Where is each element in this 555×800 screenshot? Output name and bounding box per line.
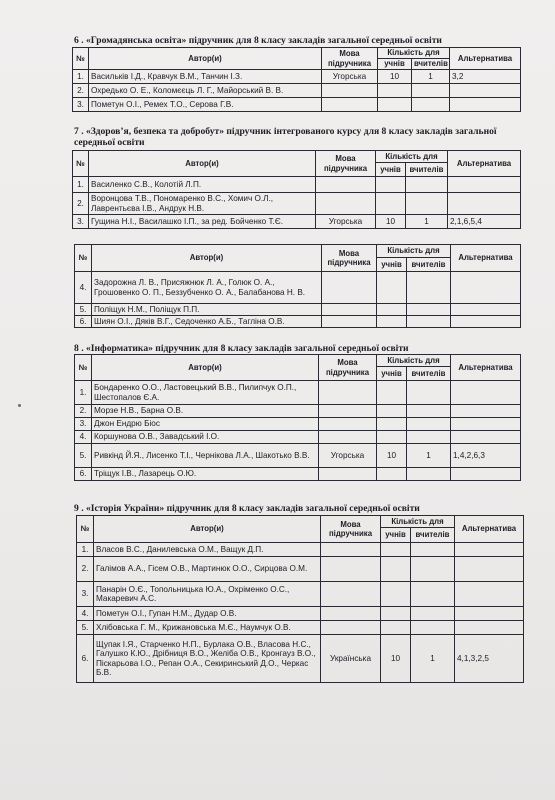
col-alternative: Альтернатива bbox=[448, 151, 521, 177]
col-author: Автор(и) bbox=[89, 151, 316, 177]
row-students: 10 bbox=[381, 635, 411, 683]
table-row bbox=[75, 431, 521, 444]
section-title: 6 . «Громадянська освіта» підручник для 8 класу закладів загальної середньої освіти bbox=[74, 35, 442, 46]
row-students bbox=[381, 582, 411, 607]
scan-speck bbox=[18, 404, 21, 407]
table-row bbox=[77, 621, 524, 635]
table-row bbox=[73, 193, 521, 215]
table-row bbox=[73, 84, 521, 98]
col-language: Мова підручника bbox=[322, 48, 378, 70]
row-number: 4. bbox=[75, 431, 92, 444]
row-teachers: 1 bbox=[407, 444, 451, 468]
row-students bbox=[377, 468, 407, 481]
row-students bbox=[381, 557, 411, 582]
row-alternative bbox=[451, 381, 521, 405]
col-teachers: вчителів bbox=[412, 59, 450, 70]
col-num: № bbox=[75, 245, 92, 272]
col-author: Автор(и) bbox=[89, 48, 322, 70]
col-quantity: Кількість для bbox=[381, 516, 455, 528]
row-alternative bbox=[451, 316, 521, 328]
row-students bbox=[381, 621, 411, 635]
section-title: 7 . «Здоров’я, безпека та добробут» підручник інтегрованого курсу для 8 класу закладів загальної середньої освіти bbox=[74, 126, 497, 148]
row-alternative bbox=[451, 405, 521, 418]
col-language: Мова підручника bbox=[316, 151, 376, 177]
row-number: 5. bbox=[77, 621, 94, 635]
row-number: 1. bbox=[73, 70, 89, 84]
row-alternative bbox=[451, 431, 521, 444]
row-author: Джон Ендрю Біос bbox=[92, 418, 319, 431]
row-alternative bbox=[450, 98, 521, 112]
row-alternative bbox=[451, 468, 521, 481]
col-quantity: Кількість для bbox=[378, 48, 450, 59]
row-teachers bbox=[412, 98, 450, 112]
row-students bbox=[377, 431, 407, 444]
row-alternative bbox=[455, 557, 524, 582]
row-alternative: 1,4,2,6,3 bbox=[451, 444, 521, 468]
table-row bbox=[73, 70, 521, 84]
row-language bbox=[319, 418, 377, 431]
table-row bbox=[77, 582, 524, 607]
section-title: 9 . «Історія України» підручник для 8 класу закладів загальної середньої освіти bbox=[74, 503, 420, 514]
textbook-table bbox=[72, 150, 521, 229]
row-author: Воронцова Т.В., Пономаренко В.С., Хомич О.Л., Лаврентьєва І.В., Андрук Н.В. bbox=[89, 193, 316, 215]
table-row bbox=[75, 405, 521, 418]
row-students bbox=[376, 177, 406, 193]
row-teachers: 1 bbox=[412, 70, 450, 84]
col-teachers: вчителів bbox=[407, 367, 451, 381]
row-author: Хлібовська Г. М., Крижановська М.Є., Наумчук О.В. bbox=[94, 621, 321, 635]
row-number: 2. bbox=[77, 557, 94, 582]
textbook-table bbox=[74, 354, 521, 481]
row-number: 1. bbox=[73, 177, 89, 193]
row-language bbox=[322, 84, 378, 98]
row-author: Пометун О.І., Ремех Т.О., Серова Г.В. bbox=[89, 98, 322, 112]
row-alternative: 4,1,3,2,5 bbox=[455, 635, 524, 683]
row-teachers bbox=[407, 405, 451, 418]
row-language bbox=[321, 557, 381, 582]
row-number: 6. bbox=[75, 316, 92, 328]
row-number: 3. bbox=[75, 418, 92, 431]
row-students: 10 bbox=[378, 70, 412, 84]
row-author: Власов В.С., Данилевська О.М., Ващук Д.П. bbox=[94, 543, 321, 557]
row-author: Морзе Н.В., Барна О.В. bbox=[92, 405, 319, 418]
col-num: № bbox=[73, 48, 89, 70]
row-students bbox=[378, 98, 412, 112]
row-teachers bbox=[411, 557, 455, 582]
row-students bbox=[381, 543, 411, 557]
row-students bbox=[376, 193, 406, 215]
table-row bbox=[75, 418, 521, 431]
table-row bbox=[75, 444, 521, 468]
row-language bbox=[319, 468, 377, 481]
row-author: Бондаренко О.О., Ластовецький В.В., Пилипчук О.П., Шестопалов Є.А. bbox=[92, 381, 319, 405]
table-row bbox=[77, 607, 524, 621]
row-teachers bbox=[406, 193, 448, 215]
row-teachers bbox=[406, 177, 448, 193]
row-language bbox=[322, 272, 377, 304]
row-teachers bbox=[411, 621, 455, 635]
row-author: Галімов А.А., Гісем О.В., Мартинюк О.О., Сирцова О.М. bbox=[94, 557, 321, 582]
row-language bbox=[316, 177, 376, 193]
col-students: учнів bbox=[378, 59, 412, 70]
row-author: Ривкінд Й.Я., Лисенко Т.І., Чернікова Л.А., Шакотько В.В. bbox=[92, 444, 319, 468]
table-row bbox=[75, 468, 521, 481]
row-alternative bbox=[451, 272, 521, 304]
row-author: Тріщук І.В., Лазарець О.Ю. bbox=[92, 468, 319, 481]
row-number: 5. bbox=[75, 444, 92, 468]
col-students: учнів bbox=[377, 367, 407, 381]
col-alternative: Альтернатива bbox=[450, 48, 521, 70]
row-students bbox=[377, 272, 407, 304]
row-teachers bbox=[411, 543, 455, 557]
col-num: № bbox=[75, 355, 92, 381]
row-students bbox=[377, 381, 407, 405]
row-teachers bbox=[407, 272, 451, 304]
row-teachers bbox=[407, 381, 451, 405]
row-number: 6. bbox=[77, 635, 94, 683]
row-teachers: 1 bbox=[406, 215, 448, 229]
table-row bbox=[75, 304, 521, 316]
row-number: 3. bbox=[73, 215, 89, 229]
table-row bbox=[75, 316, 521, 328]
row-students bbox=[378, 84, 412, 98]
col-students: учнів bbox=[377, 258, 407, 272]
row-students bbox=[377, 316, 407, 328]
table-row bbox=[77, 635, 524, 683]
table-row bbox=[73, 98, 521, 112]
col-students: учнів bbox=[376, 163, 406, 177]
col-num: № bbox=[73, 151, 89, 177]
row-students bbox=[377, 418, 407, 431]
col-teachers: вчителів bbox=[411, 528, 455, 543]
col-language: Мова підручника bbox=[319, 355, 377, 381]
row-language: Угорська bbox=[322, 70, 378, 84]
row-alternative bbox=[450, 84, 521, 98]
col-language: Мова підручника bbox=[322, 245, 377, 272]
textbook-table bbox=[76, 515, 524, 683]
col-teachers: вчителів bbox=[406, 163, 448, 177]
row-students bbox=[381, 607, 411, 621]
row-students: 10 bbox=[377, 444, 407, 468]
row-teachers bbox=[407, 304, 451, 316]
col-quantity: Кількість для bbox=[377, 245, 451, 258]
row-number: 5. bbox=[75, 304, 92, 316]
textbook-table bbox=[72, 47, 521, 112]
row-author: Василенко С.В., Колотій Л.П. bbox=[89, 177, 316, 193]
row-author: Задорожна Л. В., Присяжнюк Л. А., Голюк О. А., Грошовенко О. П., Беззубченко О. А., Балабанова Н. В. bbox=[92, 272, 322, 304]
row-alternative bbox=[448, 177, 521, 193]
row-number: 1. bbox=[75, 381, 92, 405]
table-row bbox=[75, 272, 521, 304]
section-title: 8 . «Інформатика» підручник для 8 класу закладів загальної середньої освіти bbox=[74, 343, 409, 354]
row-author: Гущина Н.І., Василашко І.П., за ред. Бойченко Т.Є. bbox=[89, 215, 316, 229]
col-teachers: вчителів bbox=[407, 258, 451, 272]
table-row bbox=[75, 381, 521, 405]
col-num: № bbox=[77, 516, 94, 543]
col-students: учнів bbox=[381, 528, 411, 543]
table-row bbox=[77, 543, 524, 557]
row-students: 10 bbox=[376, 215, 406, 229]
row-author: Щупак І.Я., Старченко Н.П., Бурлака О.В., Власова Н.С., Галушко К.Ю., Дрібниця В.О., Желіба О.В., Кронгауз В.О., Піскарьова І.О., Репан О.А., Секиринський Д.О., Черкас Б.В. bbox=[94, 635, 321, 683]
col-language: Мова підручника bbox=[321, 516, 381, 543]
row-number: 2. bbox=[73, 193, 89, 215]
row-language bbox=[319, 431, 377, 444]
row-alternative: 3,2 bbox=[450, 70, 521, 84]
row-students bbox=[377, 304, 407, 316]
col-quantity: Кількість для bbox=[377, 355, 451, 367]
col-alternative: Альтернатива bbox=[451, 245, 521, 272]
row-teachers bbox=[411, 582, 455, 607]
row-language bbox=[319, 381, 377, 405]
row-alternative bbox=[451, 304, 521, 316]
col-author: Автор(и) bbox=[94, 516, 321, 543]
table-row bbox=[77, 557, 524, 582]
row-language bbox=[322, 98, 378, 112]
row-number: 2. bbox=[73, 84, 89, 98]
row-teachers bbox=[407, 468, 451, 481]
row-teachers bbox=[407, 418, 451, 431]
row-author: Поліщук Н.М., Поліщук П.П. bbox=[92, 304, 322, 316]
row-students bbox=[377, 405, 407, 418]
row-language bbox=[316, 193, 376, 215]
row-number: 2. bbox=[75, 405, 92, 418]
row-language bbox=[321, 621, 381, 635]
row-language bbox=[322, 316, 377, 328]
row-alternative bbox=[451, 418, 521, 431]
row-alternative: 2,1,6,5,4 bbox=[448, 215, 521, 229]
row-teachers bbox=[411, 607, 455, 621]
row-alternative bbox=[448, 193, 521, 215]
row-alternative bbox=[455, 621, 524, 635]
row-alternative bbox=[455, 607, 524, 621]
col-alternative: Альтернатива bbox=[451, 355, 521, 381]
row-number: 4. bbox=[77, 607, 94, 621]
table-row bbox=[73, 177, 521, 193]
table-row bbox=[73, 215, 521, 229]
row-number: 1. bbox=[77, 543, 94, 557]
row-author: Васильків І.Д., Кравчук В.М., Танчин І.З. bbox=[89, 70, 322, 84]
row-alternative bbox=[455, 582, 524, 607]
row-language: Угорська bbox=[319, 444, 377, 468]
row-number: 6. bbox=[75, 468, 92, 481]
row-author: Шиян О.І., Дяків В.Г., Седоченко А.Б., Тагліна О.В. bbox=[92, 316, 322, 328]
col-author: Автор(и) bbox=[92, 355, 319, 381]
row-language: Угорська bbox=[316, 215, 376, 229]
row-number: 3. bbox=[73, 98, 89, 112]
row-language: Українська bbox=[321, 635, 381, 683]
textbook-table bbox=[74, 244, 521, 328]
row-language bbox=[321, 543, 381, 557]
row-author: Панарін О.Є., Топольницька Ю.А., Охріменко О.С., Макаревич А.С. bbox=[94, 582, 321, 607]
row-language bbox=[321, 582, 381, 607]
row-teachers bbox=[407, 316, 451, 328]
row-number: 4. bbox=[75, 272, 92, 304]
row-language bbox=[322, 304, 377, 316]
row-language bbox=[321, 607, 381, 621]
row-author: Пометун О.І., Гупан Н.М., Дудар О.В. bbox=[94, 607, 321, 621]
row-teachers bbox=[412, 84, 450, 98]
row-author: Охредько О. Е., Коломєєць Л. Г., Майорський В. В. bbox=[89, 84, 322, 98]
col-quantity: Кількість для bbox=[376, 151, 448, 163]
col-author: Автор(и) bbox=[92, 245, 322, 272]
row-teachers bbox=[407, 431, 451, 444]
row-language bbox=[319, 405, 377, 418]
row-teachers: 1 bbox=[411, 635, 455, 683]
col-alternative: Альтернатива bbox=[455, 516, 524, 543]
row-alternative bbox=[455, 543, 524, 557]
row-author: Коршунова О.В., Завадський І.О. bbox=[92, 431, 319, 444]
row-number: 3. bbox=[77, 582, 94, 607]
